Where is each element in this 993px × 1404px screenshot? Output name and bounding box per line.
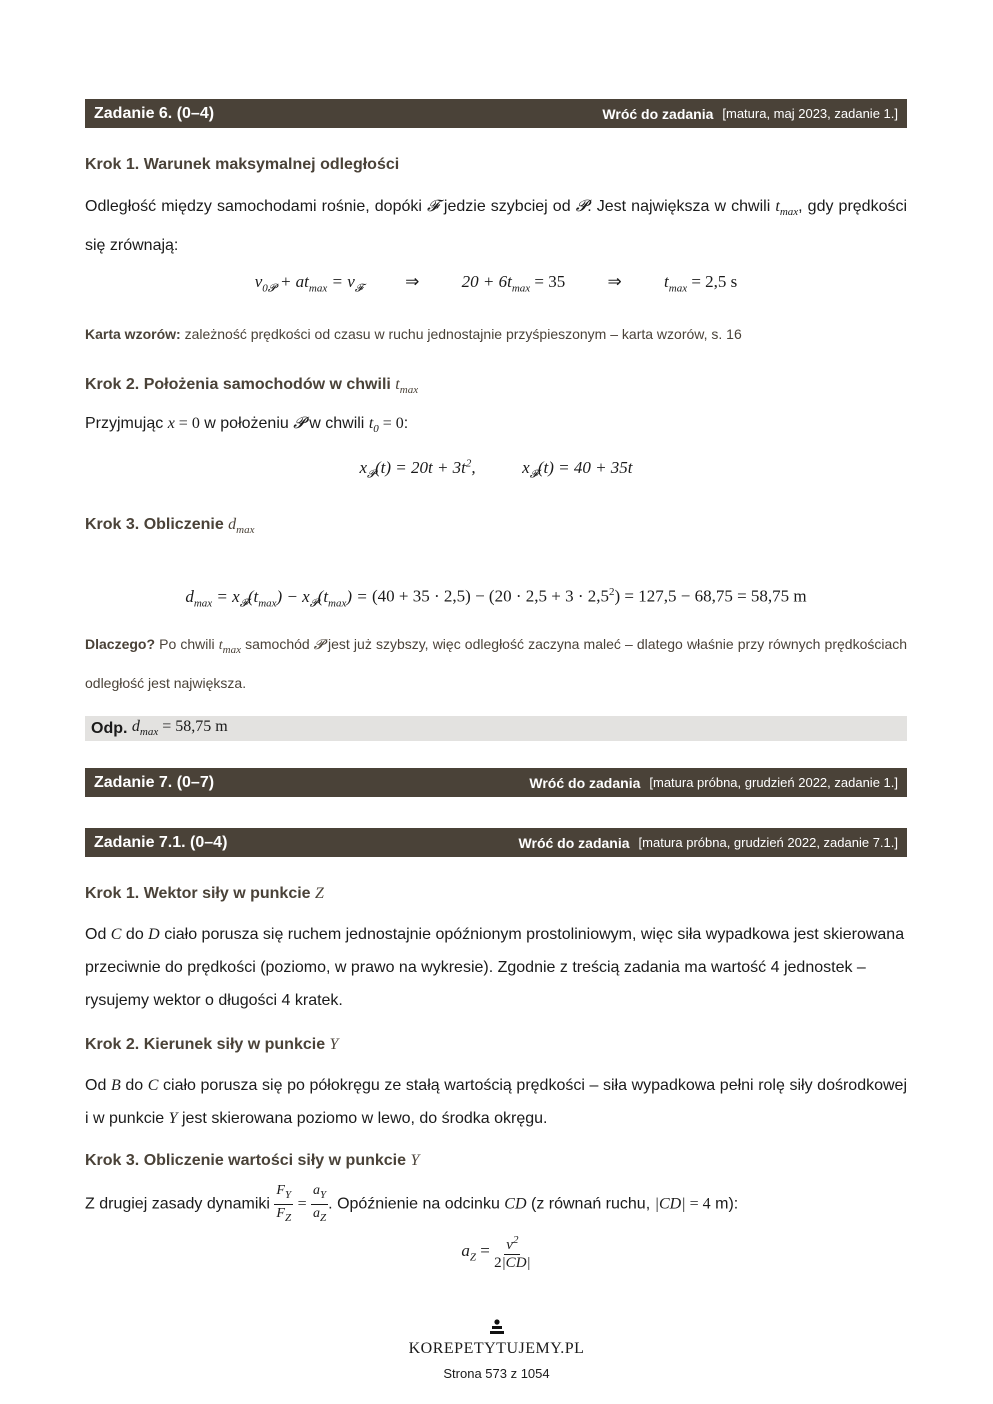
text-fragment: Po chwili [159, 636, 215, 652]
task-7-source: [matura próbna, grudzień 2022, zadanie 1.] [649, 775, 898, 790]
step-title-text: Krok 2. Położenia samochodów w chwili [85, 376, 391, 393]
text-fragment: Od [85, 1077, 107, 1094]
task-7-1-step-1-text: Od C do D ciało porusza się ruchem jednostajnie opóźnionym prostoliniowym, więc siła wypadkowa jest skierowana przeciwnie do prędkości (poziomo, w prawo na wykresie). Zgodnie z treścią zadania ma wartość 4 jednostek – rysujemy wektor o długości 4 kratek. [85, 926, 905, 1009]
task-7-1-equation-1: $a_Z$ = $\frac{v^2}{2|CD|}$ [461, 1234, 531, 1271]
task-6-step-1-title: Krok 1. Warunek maksymalnej odległości [85, 156, 400, 173]
text-fragment: jest skierowana poziomo w lewo, do środka okręgu. [181, 1110, 548, 1127]
task-6-step-3-title: Krok 3. Obliczenie $d_{max}$ [85, 516, 255, 537]
footer-page-number: Strona 573 z 1054 [443, 1366, 550, 1381]
task-7-header [85, 768, 907, 797]
text-fragment: w chwili [309, 415, 365, 432]
text-fragment: ciało porusza się po półokręgu ze stałą wartością prędkości – siła wypadkowa pełni rolę siły dośrodkowej i w punkcie [85, 1077, 908, 1127]
text-fragment: , gdy prędkości się zrównają: [85, 198, 908, 255]
text-fragment: jest już szybszy, więc odległość zaczyna maleć – dlatego właśnie przy równych prędkościach odległość jest największa. [85, 636, 908, 691]
formula-card-label: Karta wzorów: [85, 326, 181, 342]
text-fragment: Z drugiej zasady dynamiki [85, 1195, 270, 1213]
step-title-text: Krok 2. Kierunek siły w punkcie [85, 1036, 326, 1053]
task-6-step-1-text: Odległość między samochodami rośnie, dopóki 𝓕 jedzie szybciej od 𝓟. Jest największa w chwili $t_{max}$, gdy prędkości się zrównają: [85, 198, 908, 255]
why-note: Dlaczego? Po chwili $t_{max}$ samochód 𝓟 jest już szybszy, więc odległość zaczyna maleć – dlatego właśnie przy równych prędkościach odległość jest największa. [85, 636, 908, 691]
text-fragment: jedzie szybciej od [443, 198, 571, 215]
eq-fragment: = 35 [534, 272, 566, 291]
formula-card-note [85, 318, 907, 351]
eq-fragment: = 2,5 s [691, 272, 738, 291]
footer-logo [0, 1318, 993, 1341]
task-6-equation-2: $x_𝓟(t) = 20t + 3t^2$, $x_𝓕(t) = 40 + 35t$ [359, 457, 633, 481]
task-6-back-link[interactable]: Wróć do zadania [602, 105, 714, 122]
task-7-1-step-3-title: Krok 3. Obliczenie wartości siły w punkcie Y [85, 1152, 420, 1169]
eq-fragment: v [254, 272, 263, 291]
task-6-source: [matura, maj 2023, zadanie 1.] [722, 106, 898, 121]
task-7-1-header [85, 828, 907, 857]
text-fragment: do [125, 926, 144, 943]
footer-brand: KOREPETYTUJEMY.PL [408, 1340, 585, 1357]
task-6-title: Zadanie 6. (0–4) [94, 104, 215, 122]
formula-card-text: zależność prędkości od czasu w ruchu jednostajnie przyśpieszonym – karta wzorów, s. 16 [184, 326, 742, 342]
text-fragment: do [125, 1077, 144, 1094]
task-6-equation-1: $v_{0𝓟} + at_{max} = v_𝓕$ ⇒ $20 + 6t_{max} = 35$ ⇒ $t_{max} = 2,5$ s [254, 272, 738, 295]
text-fragment: Odległość między samochodami rośnie, dopóki [85, 198, 422, 215]
task-7-1-step-3-text: Z drugiej zasady dynamiki $\frac{F_Y}{F_Z}$ = $\frac{a_Y}{a_Z}$ . Opóźnienie na odcinku CD (z równań ruchu, |CD| = 4 m): [85, 1183, 739, 1224]
eq-fragment: (t) = 20t + 3t [374, 457, 466, 477]
text-fragment: (z równań ruchu, [530, 1195, 651, 1213]
text-fragment: . Jest największa w chwili [587, 198, 771, 215]
task-7-1-source: [matura próbna, grudzień 2022, zadanie 7.1.] [638, 835, 898, 850]
task-7-1-back-link[interactable]: Wróć do zadania [518, 834, 630, 851]
answer-value: = 58,75 m [162, 718, 228, 736]
text-fragment: Od [85, 926, 107, 943]
task-7-1-step-1-title: Krok 1. Wektor siły w punkcie Z [85, 885, 324, 902]
eq-fragment: 20 + 6t [461, 272, 512, 291]
eq-fragment: (40 + 35 · 2,5) − (20 · 2,5 + 3 · 2,5 [372, 586, 609, 606]
task-6-header [85, 99, 907, 128]
task-7-back-link[interactable]: Wróć do zadania [529, 774, 641, 791]
step-title-text: Krok 1. Wektor siły w punkcie [85, 885, 311, 902]
answer-label: Odp. [91, 719, 128, 737]
task-7-1-step-2-title: Krok 2. Kierunek siły w punkcie Y [85, 1036, 339, 1053]
step-title-text: Krok 3. Obliczenie wartości siły w punkcie [85, 1152, 406, 1169]
text-fragment: w położeniu [204, 415, 289, 432]
eq-fragment: (t) = 40 + 35t [537, 457, 633, 477]
why-label: Dlaczego? [85, 636, 156, 652]
text-fragment: ciało porusza się ruchem jednostajnie opóźnionym prostoliniowym, więc siła wypadkowa jest skierowana przeciwnie do prędkości (poziomo, w prawo na wykresie). Zgodnie z treścią zadania ma wartość 4 jednostek – rysujemy wektor o długości 4 kratek. [85, 926, 905, 1009]
text-fragment: Przyjmując [85, 415, 164, 432]
text-fragment: samochód [245, 636, 310, 652]
task-6-step-2-title: Krok 2. Położenia samochodów w chwili $t_{max}$ [85, 376, 419, 397]
task-6-step-2-text: Przyjmując x = 0 w położeniu 𝓟 w chwili $t_0 = 0$: [85, 415, 409, 436]
task-6-equation-3: $d_{max} = x_𝓕(t_{max}) - x_𝓟(t_{max}) = (40 + 35 \cdot 2,5) - (20 \cdot 2,5 + 3 \cdot 2,5^2) = 127,5 - 68,75 = 58,75$ m [185, 586, 807, 610]
text-fragment: m): [715, 1195, 739, 1213]
task-7-1-title: Zadanie 7.1. (0–4) [94, 833, 228, 851]
step-title-text: Krok 3. Obliczenie [85, 516, 224, 533]
eq-fragment: ) = 127,5 − 68,75 = 58,75 m [614, 586, 807, 606]
tutor-logo-icon [488, 1318, 506, 1336]
task-6-answer: Odp. $d_{max} = 58,75$ m [85, 716, 907, 741]
task-7-title: Zadanie 7. (0–7) [94, 773, 215, 791]
task-7-1-step-2-text: Od B do C ciało porusza się po półokręgu ze stałą wartością prędkości – siła wypadkowa pełni rolę siły dośrodkowej i w punkcie Y jest skierowana poziomo w lewo, do środka okręgu. [85, 1077, 908, 1127]
text-fragment: . Opóźnienie na odcinku [328, 1195, 500, 1213]
